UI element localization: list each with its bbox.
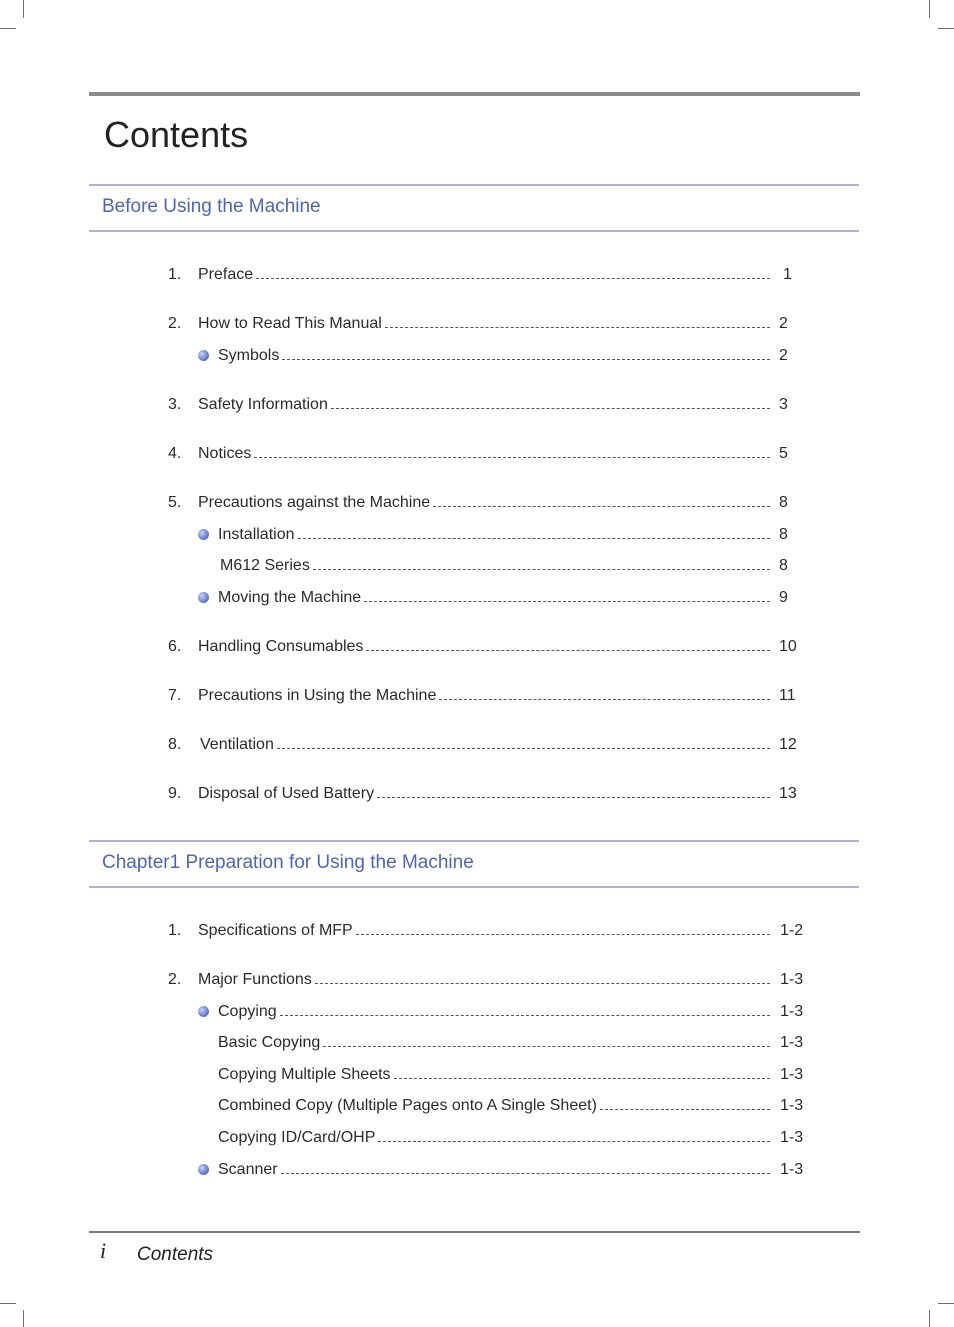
dot-leader xyxy=(323,1046,770,1047)
section-header xyxy=(89,184,859,232)
top-rule xyxy=(89,92,860,96)
crop-mark xyxy=(929,0,930,18)
dot-leader xyxy=(331,408,770,409)
bullet-icon xyxy=(198,592,209,603)
toc-entry[interactable] xyxy=(168,1127,818,1149)
entry-title: Copying ID/Card/OHP xyxy=(218,1129,376,1146)
dot-leader xyxy=(600,1109,770,1110)
entry-number: 7. xyxy=(168,687,182,704)
crop-mark xyxy=(0,1303,16,1304)
bullet-icon xyxy=(198,1164,209,1175)
toc-entry[interactable] xyxy=(168,587,808,609)
entry-number: 1. xyxy=(168,922,182,939)
crop-mark xyxy=(23,0,24,18)
toc-entry[interactable] xyxy=(168,783,808,805)
crop-mark xyxy=(23,1310,24,1327)
entry-title: Precautions in Using the Machine xyxy=(198,687,437,704)
entry-page: 2 xyxy=(779,347,788,364)
entry-page: 8 xyxy=(779,526,788,543)
entry-title: Specifications of MFP xyxy=(198,922,353,939)
entry-title: Handling Consumables xyxy=(198,638,364,655)
toc-entry[interactable] xyxy=(168,492,808,514)
bullet-icon xyxy=(198,529,209,540)
dot-leader xyxy=(282,359,770,360)
footer-page-number: i xyxy=(100,1238,107,1263)
bullet-icon xyxy=(198,350,209,361)
dot-leader xyxy=(366,650,770,651)
entry-title: Moving the Machine xyxy=(218,589,362,606)
entry-title: Notices xyxy=(198,445,252,462)
entry-page: 9 xyxy=(779,589,788,606)
entry-number: 2. xyxy=(168,971,182,988)
dot-leader xyxy=(378,1141,770,1142)
dot-leader xyxy=(256,278,770,279)
entry-page: 1-3 xyxy=(780,971,804,988)
dot-leader xyxy=(313,569,770,570)
toc-entry[interactable] xyxy=(168,920,818,942)
dot-leader xyxy=(439,699,770,700)
toc-entry[interactable] xyxy=(168,734,808,756)
toc-entry[interactable] xyxy=(168,443,808,465)
toc-entry[interactable] xyxy=(168,969,818,991)
entry-page: 5 xyxy=(779,445,788,462)
entry-title: Safety Information xyxy=(198,396,328,413)
entry-page: 12 xyxy=(779,736,797,753)
entry-number: 2. xyxy=(168,315,182,332)
section-header xyxy=(89,840,859,888)
entry-title: Combined Copy (Multiple Pages onto A Single Sheet) xyxy=(218,1097,597,1114)
entry-page: 1 xyxy=(783,266,792,283)
entry-title: Installation xyxy=(218,526,295,543)
toc-entry[interactable] xyxy=(168,1064,818,1086)
entry-page: 11 xyxy=(779,687,796,704)
entry-title: Scanner xyxy=(218,1161,278,1178)
footer-label: Contents xyxy=(137,1244,214,1265)
entry-number: 1. xyxy=(168,266,182,283)
crop-mark xyxy=(0,28,16,29)
entry-page: 10 xyxy=(779,638,797,655)
toc-entry[interactable] xyxy=(168,345,808,367)
dot-leader xyxy=(433,506,770,507)
entry-title: Symbols xyxy=(218,347,280,364)
entry-page: 13 xyxy=(779,785,797,802)
entry-number: 3. xyxy=(168,396,182,413)
dot-leader xyxy=(394,1078,770,1079)
entry-title: Ventilation xyxy=(200,736,274,753)
dot-leader xyxy=(280,1015,770,1016)
entry-page: 8 xyxy=(779,494,788,511)
entry-page: 1-3 xyxy=(780,1066,804,1083)
entry-title: M612 Series xyxy=(220,557,310,574)
entry-page: 1-3 xyxy=(780,1161,804,1178)
dot-leader xyxy=(377,797,770,798)
dot-leader xyxy=(315,983,770,984)
entry-number: 6. xyxy=(168,638,182,655)
entry-page: 1-3 xyxy=(780,1003,804,1020)
toc-entry[interactable] xyxy=(168,1001,818,1023)
entry-page: 8 xyxy=(779,557,788,574)
entry-title: Copying Multiple Sheets xyxy=(218,1066,391,1083)
entry-number: 5. xyxy=(168,494,182,511)
entry-title: Basic Copying xyxy=(218,1034,321,1051)
entry-page: 3 xyxy=(779,396,788,413)
entry-title: Disposal of Used Battery xyxy=(198,785,375,802)
entry-title: How to Read This Manual xyxy=(198,315,382,332)
bullet-icon xyxy=(198,1006,209,1017)
entry-page: 2 xyxy=(779,315,788,332)
dot-leader xyxy=(364,601,770,602)
dot-leader xyxy=(281,1173,770,1174)
toc-entry[interactable] xyxy=(168,555,808,577)
entry-title: Major Functions xyxy=(198,971,312,988)
toc-entry[interactable] xyxy=(168,636,808,658)
toc-entry[interactable] xyxy=(168,1095,818,1117)
section-title[interactable]: Chapter1 Preparation for Using the Machine xyxy=(102,852,474,873)
dot-leader xyxy=(298,538,771,539)
toc-entry[interactable] xyxy=(168,524,808,546)
footer-rule xyxy=(89,1231,860,1233)
crop-mark xyxy=(938,1303,954,1304)
entry-page: 1-3 xyxy=(780,1097,804,1114)
page-title: Contents xyxy=(104,114,249,155)
entry-page: 1-3 xyxy=(780,1129,804,1146)
crop-mark xyxy=(929,1310,930,1327)
entry-number: 8. xyxy=(168,736,182,753)
entry-title: Copying xyxy=(218,1003,277,1020)
crop-mark xyxy=(938,28,954,29)
entry-number: 9. xyxy=(168,785,182,802)
dot-leader xyxy=(385,327,770,328)
dot-leader xyxy=(277,748,770,749)
toc-entry[interactable] xyxy=(168,1159,818,1181)
section-title[interactable]: Before Using the Machine xyxy=(102,196,321,217)
toc-entry[interactable] xyxy=(168,1032,818,1054)
entry-number: 4. xyxy=(168,445,182,462)
toc-entry[interactable] xyxy=(168,394,808,416)
dot-leader xyxy=(254,457,770,458)
dot-leader xyxy=(356,934,770,935)
entry-page: 1-3 xyxy=(780,1034,804,1051)
entry-page: 1-2 xyxy=(780,922,804,939)
toc-entry[interactable] xyxy=(168,685,808,707)
entry-title: Precautions against the Machine xyxy=(198,494,431,511)
toc-entry[interactable] xyxy=(168,313,808,335)
toc-entry[interactable] xyxy=(168,264,808,286)
entry-title: Preface xyxy=(198,266,254,283)
